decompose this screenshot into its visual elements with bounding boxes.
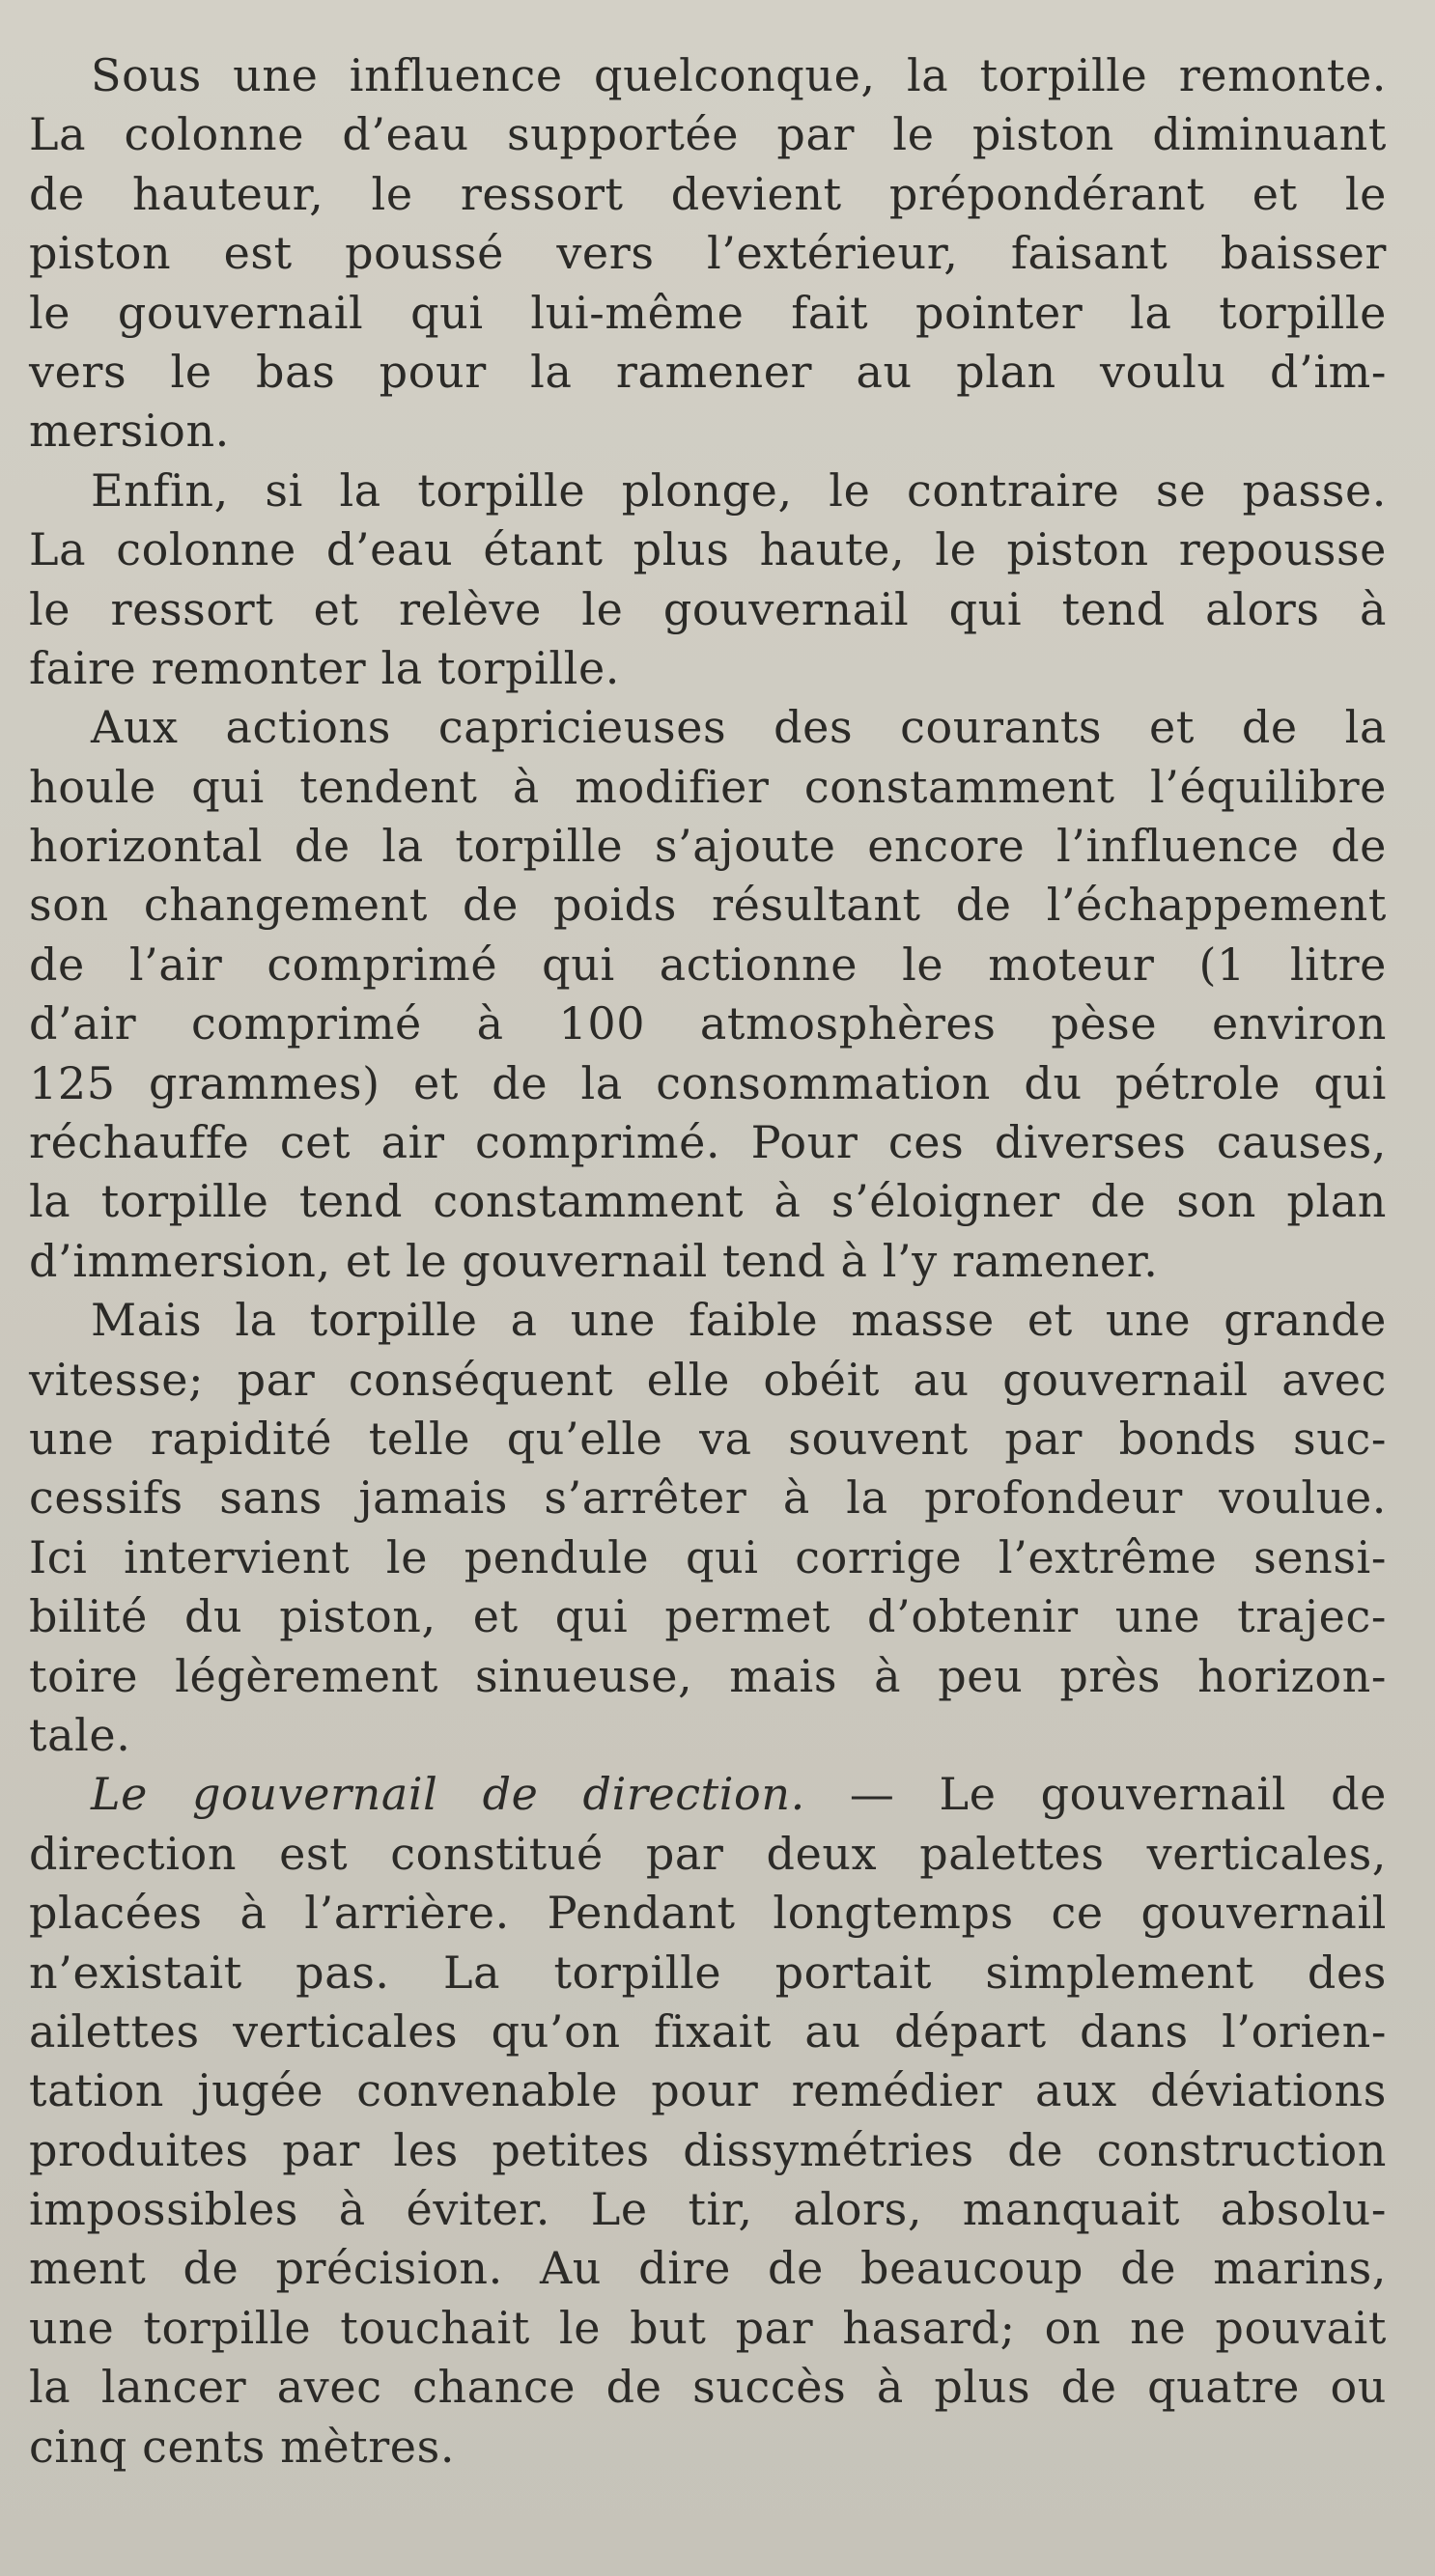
text-line: faire remonter la torpille.: [29, 641, 621, 694]
section-heading: Le gouvernail de direction.: [91, 1768, 805, 1821]
text-line: une rapidité telle qu’elle va souvent par bonds suc-: [29, 1412, 1387, 1465]
paragraph-4: [29, 1291, 1387, 1765]
text-line: réchauffe cet air comprimé. Pour ces diverses causes,: [29, 1116, 1387, 1169]
text-line: Aux actions capricieuses des courants et de la: [91, 701, 1387, 754]
text-line: son changement de poids résultant de l’échappement: [29, 879, 1387, 932]
text-line: de l’air comprimé qui actionne le moteur (1 litre: [29, 938, 1387, 991]
paragraph-5: [29, 1765, 1387, 2477]
paragraph-3: [29, 698, 1387, 1291]
text-line: bilité du piston, et qui permet d’obtenir une trajec-: [29, 1590, 1387, 1643]
text-line: le gouvernail qui lui-même fait pointer la torpille: [29, 286, 1387, 339]
text-line: ailettes verticales qu’on fixait au départ dans l’orien-: [29, 2004, 1387, 2058]
text-line: la torpille tend constamment à s’éloigner de son plan: [29, 1175, 1387, 1228]
text-line: cessifs sans jamais s’arrêter à la profondeur voulue.: [29, 1471, 1387, 1525]
text-line: d’air comprimé à 100 atmosphères pèse environ: [29, 997, 1387, 1050]
text-line: Ici intervient le pendule qui corrige l’extrême sensi-: [29, 1530, 1387, 1583]
text-line: tale.: [29, 1708, 131, 1761]
text-line: ment de précision. Au dire de beaucoup de marins,: [29, 2242, 1387, 2295]
text-line: placées à l’arrière. Pendant longtemps ce gouvernail: [29, 1887, 1387, 1940]
text-line: impossibles à éviter. Le tir, alors, manquait absolu-: [29, 2183, 1387, 2236]
text-line: Enfin, si la torpille plonge, le contraire se passe.: [91, 463, 1387, 517]
text-line: la lancer avec chance de succès à plus de quatre ou: [29, 2361, 1387, 2414]
text-line: Mais la torpille a une faible masse et une grande: [91, 1294, 1387, 1347]
text-line: direction est constitué par deux palettes verticales,: [29, 1827, 1387, 1880]
text-line: tation jugée convenable pour remédier aux déviations: [29, 2064, 1387, 2117]
text-line: de hauteur, le ressort devient prépondérant et le: [29, 167, 1387, 220]
text-line: une torpille touchait le but par hasard; on ne pouvait: [29, 2301, 1387, 2354]
text-line: cinq cents mètres.: [29, 2420, 456, 2473]
text-line: piston est poussé vers l’extérieur, faisant baisser: [29, 227, 1387, 280]
text-line: toire légèrement sinueuse, mais à peu près horizon-: [29, 1649, 1387, 1702]
text-line: Sous une influence quelconque, la torpille remonte.: [91, 49, 1387, 101]
heading-continuation: — Le gouvernail de: [804, 1768, 1387, 1821]
text-line: vers le bas pour la ramener au plan voulu d’im-: [29, 345, 1387, 398]
text-line: La colonne d’eau supportée par le piston diminuant: [29, 108, 1387, 161]
text-line: le ressort et relève le gouvernail qui tend alors à: [29, 582, 1387, 635]
text-line: houle qui tendent à modifier constamment l’équilibre: [29, 760, 1387, 813]
text-line: horizontal de la torpille s’ajoute encore l’influence de: [29, 820, 1387, 873]
text-line: 125 grammes) et de la consommation du pétrole qui: [29, 1056, 1387, 1109]
paragraph-2: [29, 462, 1387, 699]
paragraph-1: [29, 46, 1387, 462]
text-line: produites par les petites dissymétries de construction: [29, 2123, 1387, 2176]
text-line: n’existait pas. La torpille portait simplement des: [29, 1946, 1387, 1999]
text-line: mersion.: [29, 405, 230, 458]
text-line: d’immersion, et le gouvernail tend à l’y ramener.: [29, 1234, 1159, 1287]
text-line: [29, 1765, 1387, 1824]
text-line: La colonne d’eau étant plus haute, le piston repousse: [29, 523, 1387, 576]
text-line: vitesse; par conséquent elle obéit au gouvernail avec: [29, 1353, 1387, 1406]
